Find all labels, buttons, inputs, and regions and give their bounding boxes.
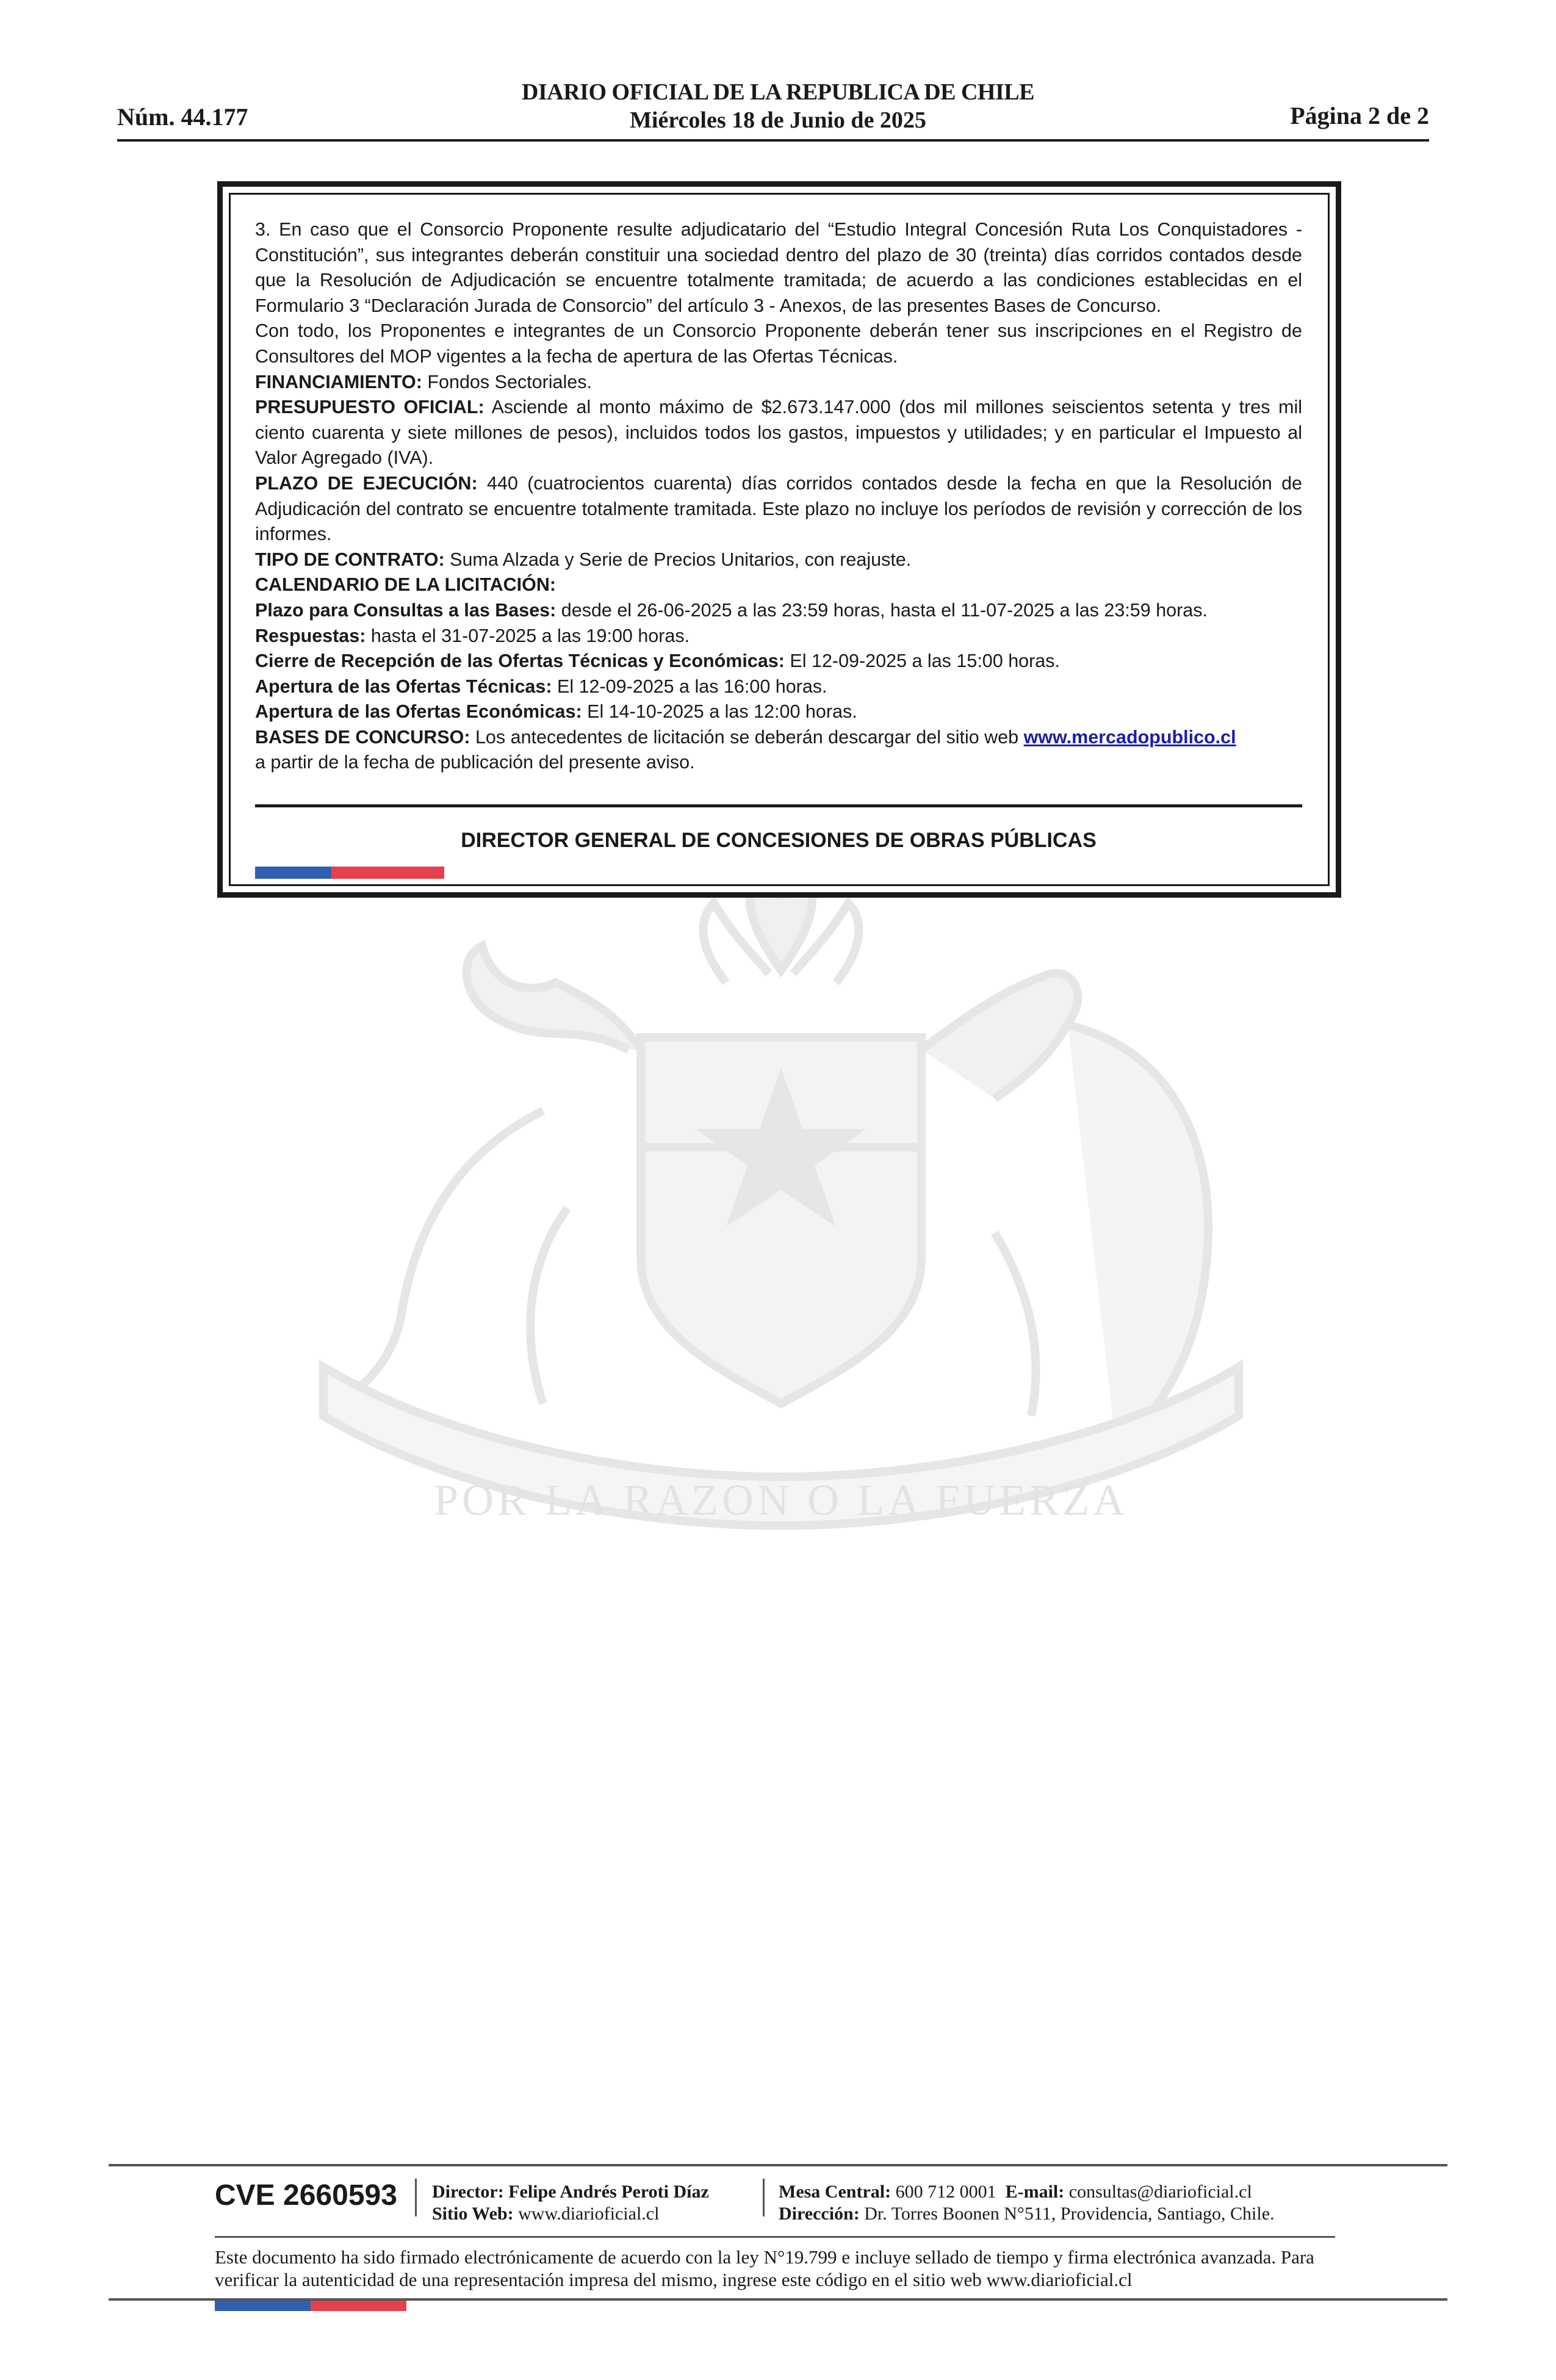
issue-number: Núm. 44.177 <box>117 103 248 131</box>
tender-bases-label: BASES DE CONCURSO: <box>255 726 470 748</box>
footer-middle-divider <box>215 2236 1335 2238</box>
coat-of-arms-watermark-icon <box>201 867 1361 1629</box>
closing-label: Cierre de Recepción de las Ofertas Técnicas y Económicas: <box>255 651 785 672</box>
flag-stripe <box>255 867 444 879</box>
answers-line <box>255 624 1302 649</box>
masthead-date: Miércoles 18 de Junio de 2025 <box>630 107 926 133</box>
financing-label: FINANCIAMIENTO: <box>255 371 422 392</box>
email-value[interactable]: consultas@diarioficial.cl <box>1064 2182 1252 2202</box>
flag-stripe-red <box>331 867 444 879</box>
contract-type-value: Suma Alzada y Serie de Precios Unitarios, con reajuste. <box>444 549 912 570</box>
footer-separator <box>763 2179 765 2216</box>
technical-opening-line <box>255 674 1302 700</box>
notice-box <box>217 181 1341 898</box>
paragraph-registry: Con todo, los Proponentes e integrantes de un Consorcio Proponente deberán tener sus inscripciones en el Registro de Consultores del MOP vigentes a la fecha de apertura de las Ofertas Técnicas. <box>255 320 1302 367</box>
queries-line <box>255 598 1302 624</box>
phone-value: 600 712 0001 <box>891 2182 996 2202</box>
footer-flag-stripe <box>215 2301 406 2311</box>
closing-value: El 12-09-2025 a las 15:00 horas. <box>784 651 1060 672</box>
paragraph-consortium: 3. En caso que el Consorcio Proponente resulte adjudicatario del “Estudio Integral Concesión Ruta Los Conquistadores - Constitución”, sus integrantes deberán constituir una sociedad dentro del plazo de 30 (treinta) días corridos contados desde que la Resolución de Adjudicación se encuentre totalmente tramitada; de acuerdo a las condiciones establecidas en el Formulario 3 “Declaración Jurada de Consorcio” del artículo 3 - Anexos, de las presentes Bases de Concurso. <box>255 219 1302 316</box>
answers-label: Respuestas: <box>255 625 366 646</box>
financing-line <box>255 370 1302 395</box>
cve-code: CVE 2660593 <box>215 2179 397 2212</box>
footer-top-divider <box>109 2164 1447 2166</box>
website-label: Sitio Web: <box>432 2204 514 2224</box>
address-value: Dr. Torres Boonen N°511, Providencia, Santiago, Chile. <box>859 2204 1275 2224</box>
queries-label: Plazo para Consultas a las Bases: <box>255 599 556 621</box>
contract-type-line <box>255 547 1302 573</box>
execution-term-line <box>255 471 1302 547</box>
signer-title: DIRECTOR GENERAL DE CONCESIONES DE OBRAS PÚBLICAS <box>461 829 1097 852</box>
budget-label: PRESUPUESTO OFICIAL: <box>255 397 484 418</box>
tender-bases-tail: a partir de la fecha de publicación del presente aviso. <box>255 752 695 773</box>
email-label: E-mail: <box>1005 2182 1065 2202</box>
footer-contact-block <box>779 2181 1275 2225</box>
director-label: Director: <box>432 2182 504 2202</box>
financing-value: Fondos Sectoriales. <box>422 371 592 392</box>
technical-opening-label: Apertura de las Ofertas Técnicas: <box>255 676 552 697</box>
economic-opening-label: Apertura de las Ofertas Económicas: <box>255 701 582 723</box>
budget-line <box>255 395 1302 471</box>
header-divider <box>117 139 1429 142</box>
phone-label: Mesa Central: <box>779 2182 891 2202</box>
watermark-motto: POR LA RAZON O LA FUERZA <box>433 1476 1129 1524</box>
footer-separator <box>415 2179 417 2216</box>
queries-value: desde el 26-06-2025 a las 23:59 horas, hasta el 11-07-2025 a las 23:59 horas. <box>556 599 1208 621</box>
footer-director-block <box>432 2181 709 2225</box>
mercadopublico-link[interactable]: www.mercadopublico.cl <box>1023 726 1236 748</box>
page-indicator: Página 2 de 2 <box>1290 102 1429 129</box>
calendar-heading <box>255 572 1302 598</box>
closing-line <box>255 649 1302 674</box>
tender-bases-line <box>255 725 1302 751</box>
contract-type-label: TIPO DE CONTRATO: <box>255 549 445 570</box>
signature-divider <box>255 804 1302 807</box>
director-value: Felipe Andrés Peroti Díaz <box>503 2182 709 2202</box>
masthead-title: DIARIO OFICIAL DE LA REPUBLICA DE CHILE <box>522 79 1034 105</box>
footer-flag-blue <box>215 2301 311 2311</box>
answers-value: hasta el 31-07-2025 a las 19:00 horas. <box>366 625 690 646</box>
economic-opening-value: El 14-10-2025 a las 12:00 horas. <box>582 701 857 723</box>
budget-value: Asciende al monto máximo de $2.673.147.000 (dos mil millones seiscientos setenta y tres mil ciento cuarenta y siete millones de pesos), incluidos todos los gastos, impuestos y utilidades; y en particular el Impuesto al Valor Agregado (IVA). <box>255 397 1302 469</box>
economic-opening-line <box>255 699 1302 725</box>
website-value[interactable]: www.diarioficial.cl <box>513 2204 660 2224</box>
tender-bases-value: Los antecedentes de licitación se deberán descargar del sitio web <box>470 726 1024 748</box>
technical-opening-value: El 12-09-2025 a las 16:00 horas. <box>552 676 827 697</box>
notice-content <box>255 217 1302 776</box>
footer-flag-red <box>311 2301 406 2311</box>
calendar-label: CALENDARIO DE LA LICITACIÓN: <box>255 574 556 596</box>
execution-term-value: 440 (cuatrocientos cuarenta) días corridos contados desde la fecha en que la Resolución de Adjudicación del contrato se encuentre totalmente tramitada. Este plazo no incluye los períodos de revisión y corrección de los informes. <box>255 472 1303 545</box>
address-label: Dirección: <box>779 2204 860 2224</box>
electronic-signature-notice: Este documento ha sido firmado electrónicamente de acuerdo con la ley N°19.799 e incluye sellado de tiempo y firma electrónica avanzada. Para verificar la autenticidad de una representación impresa del mismo, ingrese este código en el sitio web www.diarioficial.cl <box>215 2246 1314 2290</box>
execution-term-label: PLAZO DE EJECUCIÓN: <box>255 472 478 494</box>
flag-stripe-blue <box>255 867 331 879</box>
